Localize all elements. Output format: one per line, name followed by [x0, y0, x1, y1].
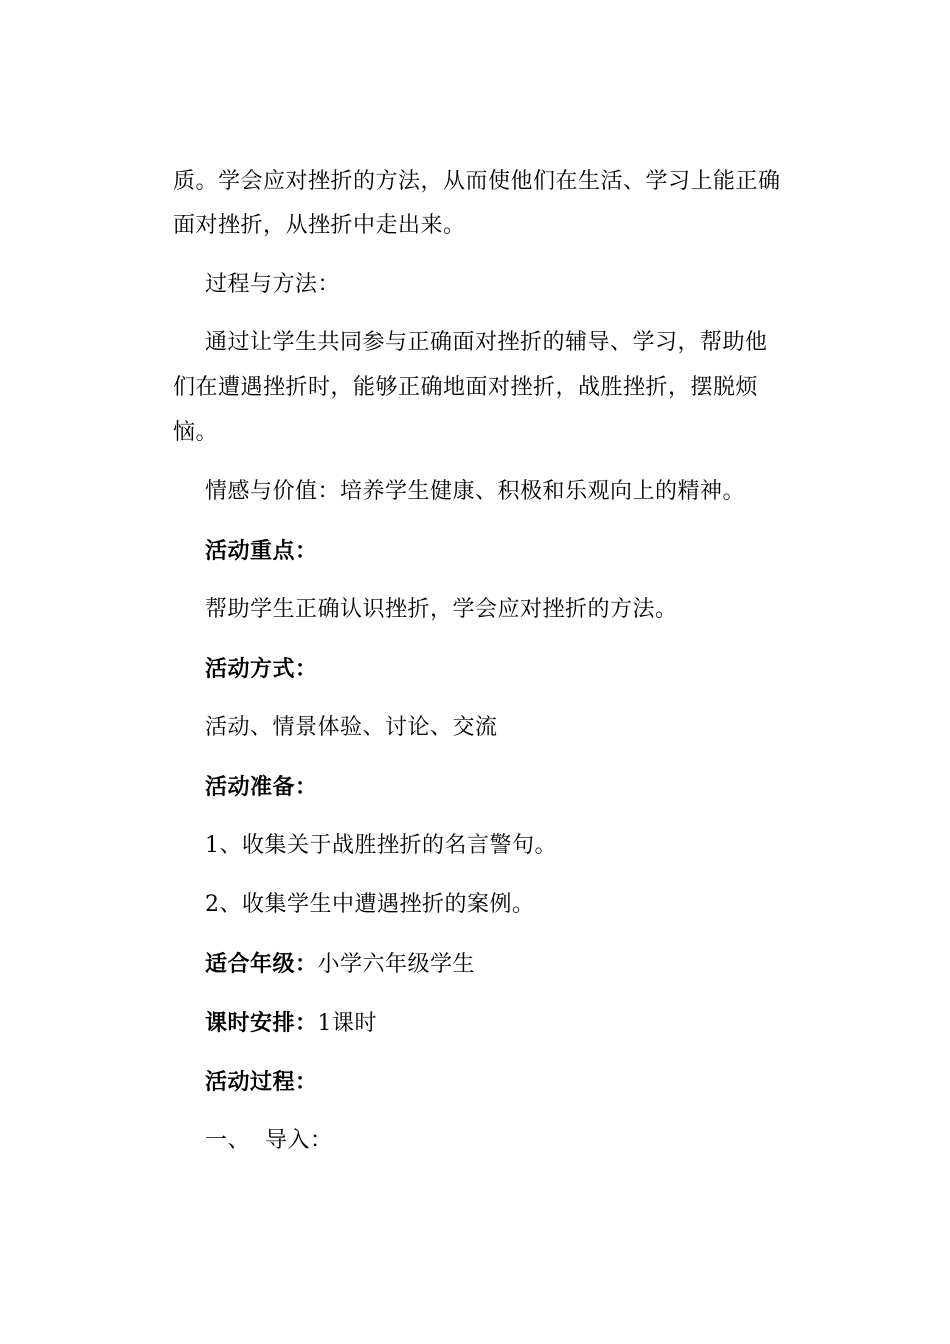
method-text: 活动、情景体验、讨论、交流 [205, 715, 498, 740]
emotion-value-text: 情感与价值：培养学生健康、积极和乐观向上的精神。 [205, 479, 746, 504]
process-method-line-3: 恼。 [173, 420, 219, 445]
schedule-line [205, 1008, 377, 1039]
intro-line-1: 质。学会应对挫折的方法，从而使他们在生活、学习上能正确 [173, 169, 781, 194]
method-heading: 活动方式： [205, 656, 318, 682]
schedule-label: 课时安排： [205, 1010, 318, 1036]
prep-item-1: 1、收集关于战胜挫折的名言警句。 [205, 833, 557, 858]
schedule-value: 1课时 [317, 1011, 378, 1036]
section-one-heading: 一、 导入： [205, 1128, 333, 1153]
key-point-heading: 活动重点： [205, 538, 318, 564]
key-point-text: 帮助学生正确认识挫折，学会应对挫折的方法。 [205, 597, 678, 622]
intro-line-2: 面对挫折，从挫折中走出来。 [173, 213, 466, 238]
grade-value: 小学六年级学生 [317, 952, 476, 977]
prep-item-2: 2、收集学生中遭遇挫折的案例。 [205, 892, 535, 917]
prep-heading: 活动准备： [205, 774, 318, 800]
grade-line [205, 949, 475, 980]
process-method-label: 过程与方法： [205, 272, 341, 297]
grade-label: 适合年级： [205, 951, 318, 977]
process-method-line-2: 们在遭遇挫折时，能够正确地面对挫折，战胜挫折，摆脱烦 [173, 375, 759, 400]
process-heading: 活动过程： [205, 1069, 318, 1095]
process-method-line-1: 通过让学生共同参与正确面对挫折的辅导、学习，帮助他 [205, 330, 768, 355]
